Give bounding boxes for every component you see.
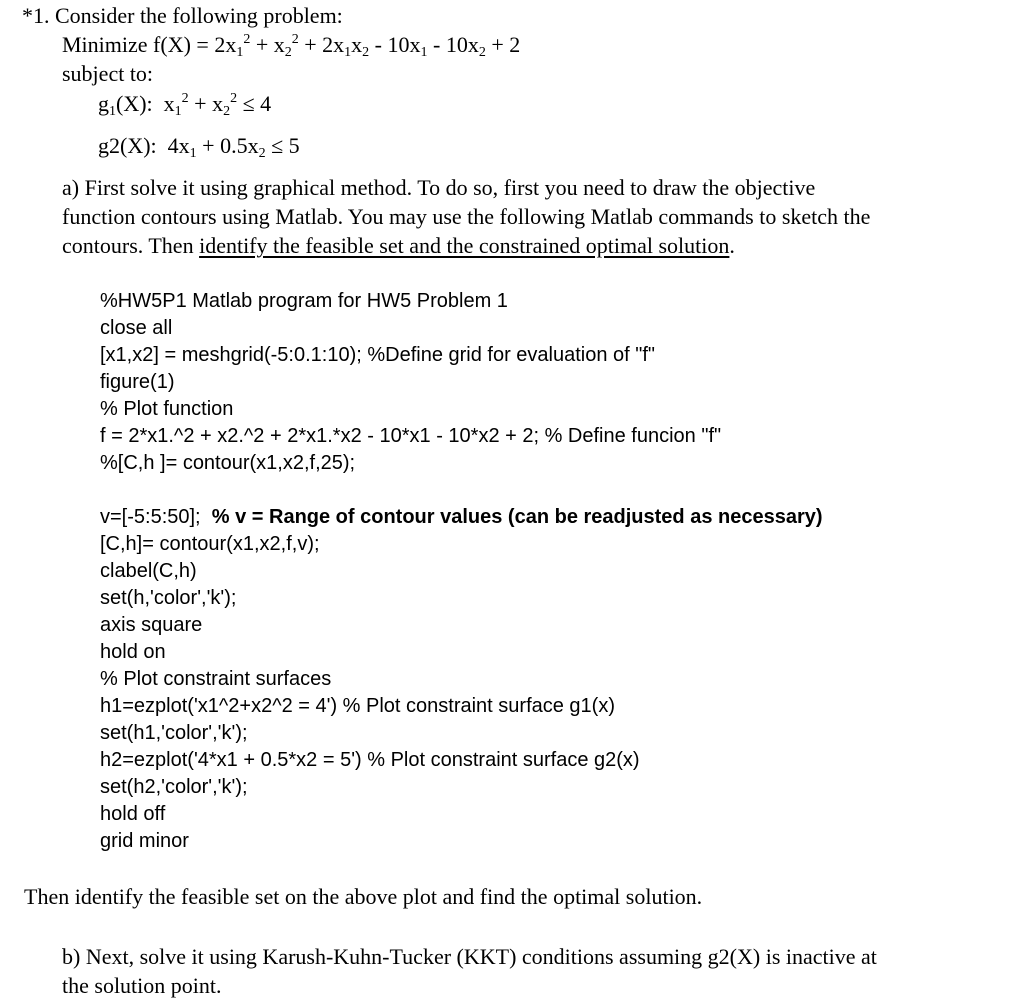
objective-function: Minimize $f(X) = 2x_1^2 + x_2^2 + 2x_1x_2 - 10x_1 - 10x_2 + 2$	[62, 32, 521, 60]
code-line: set(h1,'color','k');	[100, 722, 248, 744]
code-line: close all	[100, 317, 173, 339]
part-b-line-1: b) Next, solve it using Karush-Kuhn-Tucker (KKT) conditions assuming g2(X) is inactive at	[62, 944, 877, 969]
part-a-line-1: a) First solve it using graphical method. To do so, first you need to draw the objective	[62, 175, 816, 200]
then-identify-text: Then identify the feasible set on the above plot and find the optimal solution.	[24, 884, 703, 909]
code-line: % Plot constraint surfaces	[100, 668, 332, 690]
code-v-comment: % v = Range of contour values (can be readjusted as necessary)	[211, 506, 823, 528]
code-line: hold on	[100, 641, 166, 663]
code-line: grid minor	[100, 830, 189, 852]
code-line: figure(1)	[100, 371, 175, 393]
code-line: set(h,'color','k');	[100, 587, 237, 609]
code-line: set(h2,'color','k');	[100, 776, 248, 798]
part-a-line-3	[62, 232, 735, 260]
code-line: f = 2*x1.^2 + x2.^2 + 2*x1.*x2 - 10*x1 - 10*x2 + 2; % Define funcion "f"	[100, 425, 722, 447]
code-line: [C,h]= contour(x1,x2,f,v);	[100, 533, 320, 555]
part-a-underlined-text: identify the feasible set and the constrained optimal solution	[199, 233, 730, 258]
part-a-line-3-suffix: .	[729, 233, 735, 258]
code-line: h2=ezplot('4*x1 + 0.5*x2 = 5') % Plot constraint surface g2(x)	[100, 749, 640, 771]
code-line: %[C,h ]= contour(x1,x2,f,25);	[100, 452, 356, 474]
code-line: [x1,x2] = meshgrid(-5:0.1:10); %Define grid for evaluation of "f"	[100, 344, 656, 366]
part-a-line-3-prefix: contours. Then	[62, 233, 200, 258]
part-a-line-2: function contours using Matlab. You may use the following Matlab commands to sketch the	[62, 204, 871, 229]
part-b-line-2: the solution point.	[62, 973, 222, 998]
constraint-g2: g2(X): $4x_1 + 0.5x_2 \le 5$	[98, 133, 300, 161]
subject-to-label: subject to:	[62, 61, 154, 86]
problem-header: *1. Consider the following problem:	[22, 3, 343, 28]
code-line: % Plot function	[100, 398, 234, 420]
constraint-g1: $g_1(X)$: $x_1^2 + x_2^2 \le 4$	[98, 91, 272, 119]
code-line: clabel(C,h)	[100, 560, 197, 582]
code-v-range: v=[-5:5:50];	[100, 506, 201, 528]
code-line: hold off	[100, 803, 166, 825]
code-line: axis square	[100, 614, 203, 636]
code-line: %HW5P1 Matlab program for HW5 Problem 1	[100, 290, 508, 312]
code-line: h1=ezplot('x1^2+x2^2 = 4') % Plot constraint surface g1(x)	[100, 695, 615, 717]
code-line-bold	[100, 503, 823, 531]
